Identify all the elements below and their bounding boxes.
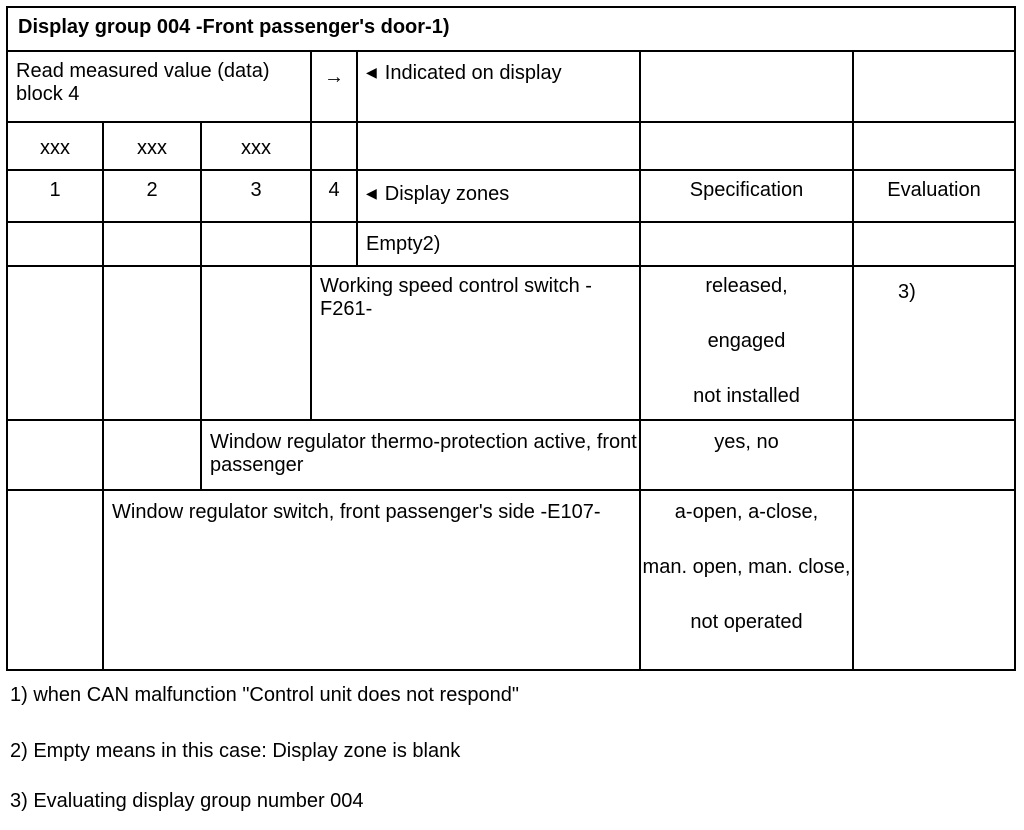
- display-zones-label: Display zones: [384, 183, 510, 205]
- arrow-right-icon: →: [324, 66, 344, 88]
- window-regulator-switch-label: Window regulator switch, front passenger's side -E107-: [103, 490, 640, 670]
- spec-value: released,: [705, 275, 788, 297]
- empty-cell: [201, 266, 311, 420]
- empty-cell: [7, 420, 103, 490]
- window-regulator-switch-spec: [640, 490, 853, 670]
- empty-zone-label: Empty2): [357, 222, 640, 266]
- empty-cell: [640, 51, 853, 122]
- display-zones-cell: [357, 170, 640, 222]
- empty-cell: [103, 420, 201, 490]
- empty-cell: [357, 122, 640, 170]
- zone-number-4: 4: [311, 170, 357, 222]
- empty-cell: [311, 222, 357, 266]
- zone-number-1: 1: [7, 170, 103, 222]
- footnote-2: 2) Empty means in this case: Display zone is blank: [10, 740, 461, 762]
- empty-cell: [853, 222, 1015, 266]
- display-group-table: [6, 6, 1016, 671]
- specification-header: Specification: [640, 170, 853, 222]
- empty-cell: [853, 122, 1015, 170]
- spec-value: not installed: [693, 385, 800, 407]
- arrow-cell: [311, 51, 357, 122]
- triangle-left-icon: ◀: [366, 185, 377, 201]
- indicated-on-display-label: Indicated on display: [384, 62, 562, 84]
- empty-cell: [103, 266, 201, 420]
- spec-value: engaged: [707, 330, 786, 352]
- empty-cell: [311, 122, 357, 170]
- triangle-left-icon: ◀: [366, 64, 377, 80]
- footnote-1: 1) when CAN malfunction "Control unit does not respond": [10, 684, 519, 706]
- empty-cell: [853, 51, 1015, 122]
- empty-cell: [640, 122, 853, 170]
- working-speed-switch-label: Working speed control switch -F261-: [311, 266, 640, 420]
- spec-value: man. open, man. close,: [642, 556, 851, 578]
- spec-value: not operated: [690, 611, 803, 633]
- value-cell-3: xxx: [201, 122, 311, 170]
- footnote-3: 3) Evaluating display group number 004: [10, 790, 364, 812]
- zone-number-2: 2: [103, 170, 201, 222]
- empty-cell: [7, 490, 103, 670]
- read-measured-value-cell: Read measured value (data) block 4: [7, 51, 311, 122]
- empty-cell: [640, 222, 853, 266]
- working-speed-evaluation: 3): [853, 266, 1015, 420]
- thermo-protection-spec: yes, no: [640, 420, 853, 490]
- empty-cell: [853, 490, 1015, 670]
- evaluation-header: Evaluation: [853, 170, 1015, 222]
- value-cell-2: xxx: [103, 122, 201, 170]
- empty-cell: [853, 420, 1015, 490]
- value-cell-1: xxx: [7, 122, 103, 170]
- working-speed-spec: [640, 266, 853, 420]
- empty-cell: [201, 222, 311, 266]
- empty-cell: [7, 266, 103, 420]
- indicated-on-display-cell: [357, 51, 640, 122]
- zone-number-3: 3: [201, 170, 311, 222]
- empty-cell: [103, 222, 201, 266]
- empty-cell: [7, 222, 103, 266]
- spec-value: a-open, a-close,: [674, 501, 819, 523]
- thermo-protection-label: Window regulator thermo-protection active, front passenger: [201, 420, 640, 490]
- table-title: Display group 004 -Front passenger's door-1): [7, 7, 1015, 51]
